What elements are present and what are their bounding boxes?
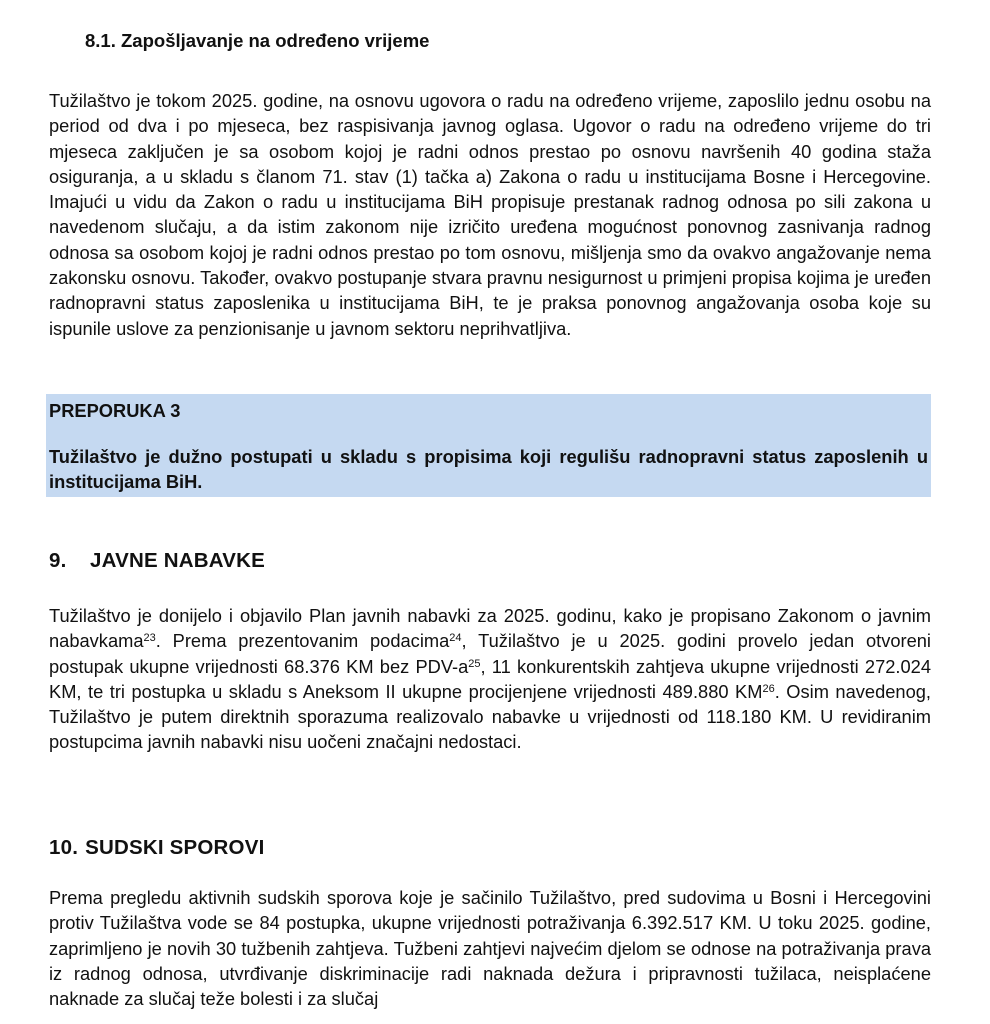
section-10-title: SUDSKI SPOROVI (85, 836, 265, 859)
section-10-heading (49, 836, 264, 860)
section-10-paragraph: Prema pregledu aktivnih sudskih sporova koje je sačinilo Tužilaštvo, pred sudovima u Bosni i Hercegovini protiv Tužilaštva vode se 84 postupka, ukupne vrijednosti potraživanja 6.392.517 KM. U toku 2025. godine, zaprimljeno je novih 30 tužbenih zahtjeva. Tužbeni zahtjevi najvećim djelom se odnose na potraživanja prava iz radnog odnosa, utvrđivanje diskriminacije radi naknada dežura i pripravnosti tužilaca, neisplaćene naknade za slučaj teže bolesti i za slučaj (49, 887, 931, 1010)
section-9-heading (49, 549, 265, 573)
section-9-text-4: , 11 konkurentskih zahtjeva ukupne vrijednosti 272.024 KM, te tri postupka u skladu s Aneksom II ukupne procijenjene vrijednosti 489.880 KM (49, 655, 931, 702)
section-9-number: 9. (49, 549, 67, 572)
footnote-ref-23[interactable]: 23 (143, 632, 156, 645)
section-8-1-paragraph: Tužilaštvo je tokom 2025. godine, na osnovu ugovora o radu na određeno vrijeme, zaposlilo jednu osobu na period od dva i po mjeseca, bez raspisivanja javnog oglasa. Ugovor o radu na određeno vrijeme do tri mjeseca zaključen je sa osobom kojoj je radni odnos prestao po osnovu navršenih 40 godina staža osiguranja, a u skladu s članom 71. stav (1) tačka a) Zakona o radu u institucijama Bosne i Hercegovine. Imajući u vidu da Zakon o radu u institucijama BiH propisuje prestanak radnog odnosa po sili zakona u navedenom slučaju, a da istim zakonom nije izričito uređena mogućnost ponovnog zasnivanja radnog odnosa sa osobom kojoj je radni odnos prestao po tom osnovu, mišljenja smo da ovakvo angažovanje nema zakonsku osnovu. Također, ovakvo postupanje stvara pravnu nesigurnost u primjeni propisa kojima je uređen radnopravni status zaposlenika u institucijama BiH, te je praksa ponovnog angažovanja osoba koje su ispunile uslove za penzionisanje u javnom sektoru neprihvatljiva. (49, 90, 931, 339)
section-9-text-3: , Tužilaštvo je u 2025. godini provelo jedan otvoreni postupak ukupne vrijednosti 68.376 KM bez PDV-a (49, 630, 931, 677)
recommendation-title: PREPORUKA 3 (49, 400, 181, 421)
recommendation-text: Tužilaštvo je dužno postupati u skladu s propisima koji regulišu radnopravni status zaposlenih u institucijama BiH. (49, 446, 928, 492)
recommendation-box (46, 394, 931, 497)
section-9-text-1: Tužilaštvo je donijelo i objavilo Plan javnih nabavki za 2025. godinu, kako je propisano Zakonom o javnim nabavkama (49, 605, 931, 652)
section-9-text-2: . Prema prezentovanim podacima (155, 630, 450, 652)
section-9-text-5: . Osim navedenog, Tužilaštvo je putem direktnih sporazuma realizovalo nabavke u vrijednosti od 118.180 KM. U revidiranim postupcima javnih nabavki nisu uočeni značajni nedostaci. (49, 680, 931, 753)
footnote-ref-24[interactable]: 24 (449, 632, 462, 645)
section-9-title: JAVNE NABAVKE (90, 549, 265, 572)
footnote-ref-26[interactable]: 26 (762, 682, 775, 695)
section-10-number: 10. (49, 836, 79, 859)
footnote-ref-25[interactable]: 25 (468, 657, 481, 670)
section-9-paragraph (49, 603, 931, 755)
section-8-1-heading: 8.1. Zapošljavanje na određeno vrijeme (85, 30, 430, 51)
